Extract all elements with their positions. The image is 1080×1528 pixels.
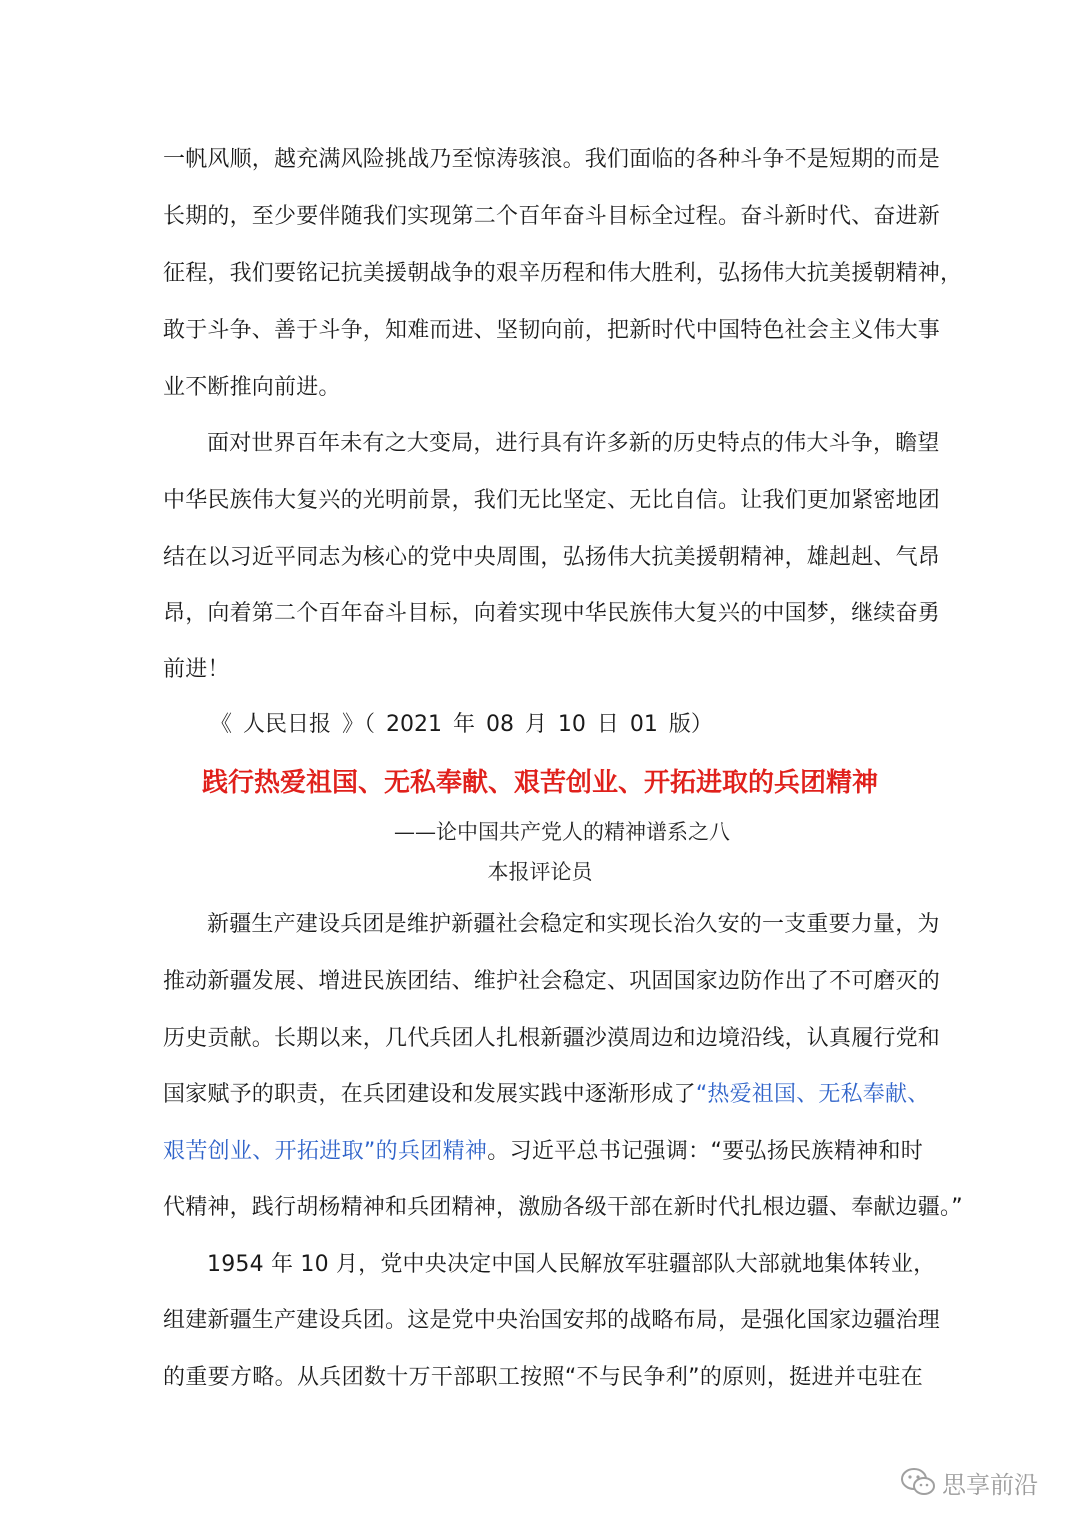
paragraph-line: 一帆风顺，越充满风险挑战乃至惊涛骇浪。我们面临的各种斗争不是短期的而是 [163,147,941,172]
paragraph-line: 组建新疆生产建设兵团。这是党中央治国安邦的战略布局，是强化国家边疆治理 [163,1308,941,1333]
paragraph-line [163,1137,923,1167]
paragraph-line: 新疆生产建设兵团是维护新疆社会稳定和实现长治久安的一支重要力量，为 [207,912,940,937]
paragraph-line: 长期的，至少要伴随我们实现第二个百年奋斗目标全过程。奋斗新时代、奋进新 [163,204,941,229]
watermark [900,1462,1038,1502]
watermark-text: 思享前沿 [942,1470,1038,1499]
paragraph-line: 代精神，践行胡杨精神和兵团精神，激励各级干部在新时代扎根边疆、奉献边疆。” [163,1195,963,1220]
text-segment: 。习近平总书记强调：“要弘扬民族精神和时 [487,1139,923,1164]
source-citation: 《 人民日报 》（ 2021 年 08 月 10 日 01 版） [210,712,713,737]
paragraph-line: 1954 年 10 月，党中央决定中国人民解放军驻疆部队大部就地集体转业， [207,1252,936,1277]
paragraph-line: 业不断推向前进。 [163,375,341,400]
paragraph-line: 昂，向着第二个百年奋斗目标，向着实现中华民族伟大复兴的中国梦，继续奋勇 [163,601,941,626]
paragraph-line: 中华民族伟大复兴的光明前景，我们无比坚定、无比自信。让我们更加紧密地团 [163,488,941,513]
article-subtitle: ——论中国共产党人的精神谱系之八 [394,820,730,844]
article-byline: 本报评论员 [487,860,593,884]
wechat-icon [900,1467,936,1497]
paragraph-line [163,1080,930,1110]
paragraph-line: 的重要方略。从兵团数十万干部职工按照“不与民争利”的原则，挺进并屯驻在 [163,1365,923,1390]
paragraph-line: 面对世界百年未有之大变局，进行具有许多新的历史特点的伟大斗争，瞻望 [207,431,940,456]
article-title: 践行热爱祖国、无私奉献、艰苦创业、开拓进取的兵团精神 [201,768,878,798]
paragraph-line: 征程，我们要铭记抗美援朝战争的艰辛历程和伟大胜利，弘扬伟大抗美援朝精神， [163,261,963,286]
highlighted-quote: “热爱祖国、无私奉献、 [695,1082,930,1107]
paragraph-line: 推动新疆发展、增进民族团结、维护社会稳定、巩固国家边防作出了不可磨灭的 [163,969,941,994]
paragraph-line: 历史贡献。长期以来，几代兵团人扎根新疆沙漠周边和边境沿线，认真履行党和 [163,1026,941,1051]
paragraph-line: 结在以习近平同志为核心的党中央周围，弘扬伟大抗美援朝精神，雄赳赳、气昂 [163,545,941,570]
highlighted-quote: 艰苦创业、开拓进取”的兵团精神 [163,1139,488,1164]
text-segment: 国家赋予的职责，在兵团建设和发展实践中逐渐形成了 [163,1082,696,1107]
paragraph-line: 敢于斗争、善于斗争，知难而进、坚韧向前，把新时代中国特色社会主义伟大事 [163,318,941,343]
paragraph-line: 前进！ [163,657,230,682]
